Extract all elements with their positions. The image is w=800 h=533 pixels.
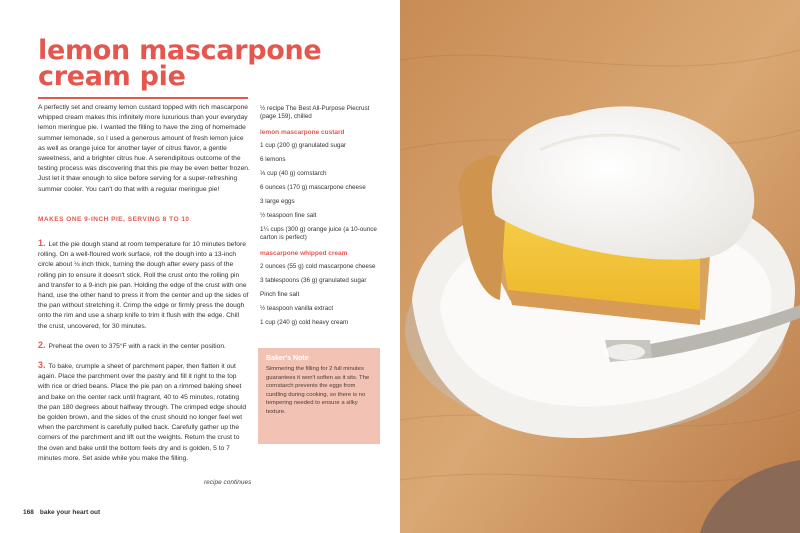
ingredient-item: 2 ounces (55 g) cold mascarpone cheese (260, 263, 376, 270)
recipe-yield: MAKES ONE 9-INCH PIE, SERVING 8 TO 10 (38, 216, 190, 223)
ingredient-heading: mascarpone whipped cream (260, 250, 348, 257)
step-text: To bake, crumple a sheet of parchment paper, then flatten it out again. Place the parchment over the pastry and fill it right to the top with rice or dried beans. Place the pie pan on a rimmed baking sheet and bake on the center rack until fragrant, 40 to 45 minutes, rotating the pan 180 degrees about halfway through. The crimped edge should be golden brown, and the sides of the crust should no longer feel wet when the parchment is carefully pulled back. Carefully gather up the corners of the parchment and lift out the weights. Return the crust to the oven and bake until the bottom feels dry and is golden, 5 to 7 minutes more. Set aside while you make the filling. (38, 363, 247, 462)
ingredient-item: 6 ounces (170 g) mascarpone cheese (260, 184, 366, 191)
ingredient-item: 1 cup (200 g) granulated sugar (260, 142, 347, 149)
step-number: 1. (38, 238, 46, 248)
ingredient-item: 6 lemons (260, 156, 286, 163)
step-3 (38, 360, 250, 464)
bakers-note-text: Simmering the filling for 2 full minutes guarantees it won't soften as it sits. The cornstarch prevents the eggs from curdling during cooking, so there is no tempering needed to ensure a silky texture. (266, 366, 370, 415)
ingredient-item: 1 cup (240 g) cold heavy cream (260, 319, 349, 326)
method-steps (38, 238, 250, 472)
step-text: Preheat the oven to 375°F with a rack in the center position. (48, 342, 226, 350)
ingredient-item: ½ teaspoon fine salt (260, 212, 317, 219)
ingredient-item: ⅓ cup (40 g) cornstarch (260, 170, 327, 177)
bakers-note-title: Baker's Note (266, 355, 309, 362)
title-rule (38, 97, 248, 99)
recipe-intro: A perfectly set and creamy lemon custard topped with rich mascarpone whipped cream makes this infinitely more luxurious than your everyday lemon meringue pie. I wanted the filling to have the zing of homemade summer lemonade, so I used a generous amount of fresh lemon juice as well as orange juice for another layer of citrus flavor, a gentle sweetness, and a brighter citrus hue. A serendipitous outcome of the testing process was discovering that this pie may be even better frozen. Just let it thaw enough to slice before serving for a super-refreshing summer cooler. You can't do that with a regular meringue pie! (38, 104, 250, 193)
page-folio (23, 509, 100, 516)
page-number: 168 (23, 509, 34, 516)
pie-photo (400, 0, 800, 533)
ingredient-item: Pinch fine salt (260, 291, 300, 298)
recipe-title: lemon mascarpone cream pie (38, 35, 322, 92)
ingredient-list (260, 105, 380, 333)
step-1 (38, 238, 250, 332)
step-number: 2. (38, 339, 46, 350)
ingredient-item: 3 tablespoons (36 g) granulated sugar (260, 277, 367, 284)
recipe-continues: recipe continues (204, 479, 252, 486)
step-2 (38, 340, 250, 352)
ingredient-crust: ½ recipe The Best All-Purpose Piecrust (page 159), chilled (260, 105, 370, 120)
step-text: Let the pie dough stand at room temperature for 10 minutes before rolling. On a well-floured work surface, roll the dough into a 13-inch circle about ⅛ inch thick, turning the dough after every pass of the rolling pin to ensure it doesn't stick. Roll the crust onto the rolling pin and transfer to a 9-inch pie pan. Holding the edge of the crust with one hand, use the other hand to press it from the center and up the sides of the pan without stretching it. Crimp the edge or firmly press the dough onto the rim and use a sharp knife to trim it flush with the edge. Chill the crust, uncovered, for 30 minutes. (38, 241, 249, 330)
ingredient-item: ½ teaspoon vanilla extract (260, 305, 334, 312)
ingredient-heading: lemon mascarpone custard (260, 129, 345, 136)
bakers-note (258, 348, 380, 444)
book-title: bake your heart out (39, 509, 101, 516)
ingredient-item: 1¼ cups (300 g) orange juice (a 10-ounce carton is perfect) (260, 226, 377, 241)
ingredient-item: 3 large eggs (260, 198, 295, 205)
pie-illustration (400, 0, 800, 533)
step-number: 3. (38, 360, 46, 371)
